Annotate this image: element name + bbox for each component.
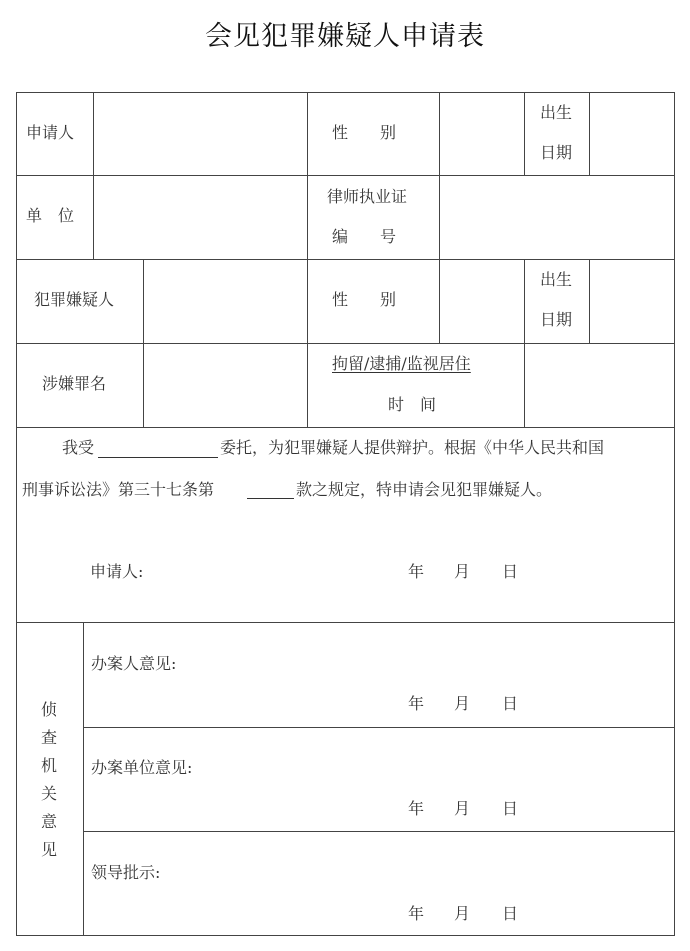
date-day: 日 <box>502 562 519 581</box>
date-month: 月 <box>454 799 471 818</box>
col-divider <box>439 92 440 176</box>
side-label-char: 见 <box>41 840 58 859</box>
application-form-table <box>16 92 675 936</box>
applicant-label: 申请人 <box>26 123 75 142</box>
side-label-char: 查 <box>41 728 58 747</box>
date-day: 日 <box>502 904 519 923</box>
applicant-birth-label-line2: 日期 <box>540 143 573 162</box>
detention-label-line2: 时 间 <box>388 395 437 414</box>
side-label-char: 侦 <box>41 700 58 719</box>
license-label-line1: 律师执业证 <box>327 187 408 206</box>
side-label-char: 意 <box>41 812 58 831</box>
date-year: 年 <box>408 694 425 713</box>
charge-label: 涉嫌罪名 <box>42 374 107 393</box>
col-divider <box>439 260 440 344</box>
col-divider <box>143 260 144 428</box>
table-border-right <box>674 92 675 936</box>
detention-label-line1: 拘留/逮捕/监视居住 <box>332 354 471 373</box>
col-divider <box>93 92 94 176</box>
col-divider <box>439 176 440 260</box>
case-officer-opinion-label: 办案人意见: <box>91 654 177 673</box>
form-title: 会见犯罪嫌疑人申请表 <box>205 21 485 52</box>
suspect-birth-label-line2: 日期 <box>540 310 573 329</box>
col-divider <box>524 260 525 428</box>
col-divider <box>307 260 308 428</box>
statement-text-part1: 我受 <box>62 438 95 457</box>
date-year: 年 <box>408 799 425 818</box>
row-divider <box>83 727 675 728</box>
row-divider <box>16 427 675 428</box>
clause-blank-underline <box>247 498 294 499</box>
applicant-gender-label: 性 别 <box>332 123 397 142</box>
date-day: 日 <box>502 799 519 818</box>
signer-label: 申请人: <box>90 562 144 581</box>
suspect-gender-label: 性 别 <box>332 290 397 309</box>
table-border-top <box>16 92 675 93</box>
col-divider <box>589 92 590 176</box>
col-divider <box>83 622 84 936</box>
applicant-birth-label-line1: 出生 <box>540 103 573 122</box>
suspect-birth-label-line1: 出生 <box>540 270 573 289</box>
side-label-char: 关 <box>41 784 58 803</box>
license-label-line2: 编 号 <box>332 227 397 246</box>
col-divider <box>524 92 525 176</box>
row-divider <box>83 831 675 832</box>
row-divider <box>16 259 675 260</box>
col-divider <box>307 92 308 260</box>
suspect-label: 犯罪嫌疑人 <box>34 290 115 309</box>
case-unit-opinion-label: 办案单位意见: <box>91 758 193 777</box>
table-border-left <box>16 92 17 936</box>
col-divider <box>93 176 94 260</box>
date-day: 日 <box>502 694 519 713</box>
date-month: 月 <box>454 694 471 713</box>
date-month: 月 <box>454 904 471 923</box>
table-border-bottom <box>16 935 675 936</box>
date-month: 月 <box>454 562 471 581</box>
statement-text-part4: 款之规定，特申请会见犯罪嫌疑人。 <box>296 480 553 499</box>
unit-label: 单 位 <box>26 206 75 225</box>
client-blank-underline <box>98 457 218 458</box>
row-divider <box>16 622 675 623</box>
date-year: 年 <box>408 562 425 581</box>
col-divider <box>589 260 590 344</box>
statement-text-part3: 刑事诉讼法》第三十七条第 <box>22 480 215 499</box>
row-divider <box>16 175 675 176</box>
row-divider <box>16 343 675 344</box>
leader-instruction-label: 领导批示: <box>91 863 161 882</box>
statement-text-part2: 委托，为犯罪嫌疑人提供辩护。根据《中华人民共和国 <box>220 438 605 457</box>
side-label-char: 机 <box>41 756 58 775</box>
date-year: 年 <box>408 904 425 923</box>
